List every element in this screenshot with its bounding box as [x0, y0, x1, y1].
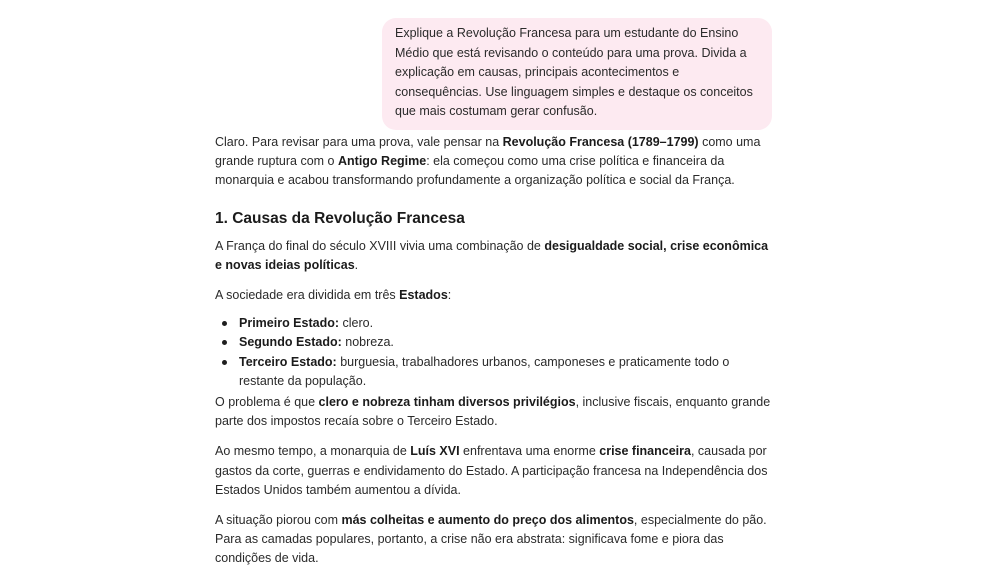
- list-item-third-estate: [239, 353, 775, 391]
- causes-paragraph-5: [215, 511, 775, 569]
- bold-text: Primeiro Estado:: [239, 316, 340, 331]
- assistant-response: [215, 133, 775, 569]
- bold-text: Terceiro Estado:: [239, 354, 337, 369]
- text-run: .: [354, 257, 359, 272]
- text-run: A situação piorou com: [215, 513, 342, 528]
- text-run: , especialmente do pão. Para as camadas populares, portanto, a crise não era abstrata: significava fome e piora das condições de vida.: [215, 513, 767, 566]
- user-message-bubble: [382, 18, 772, 130]
- causes-paragraph-4: [215, 442, 775, 500]
- text-run: nobreza.: [341, 335, 394, 350]
- bold-text: Estados: [399, 288, 448, 303]
- text-run: : ela começou como uma crise política e financeira da monarquia e acabou transformando profundamente a organização política e social da França.: [215, 154, 735, 188]
- bullet-icon: [222, 321, 227, 326]
- bold-text: crise financeira: [599, 444, 691, 459]
- text-run: , causada por gastos da corte, guerras e endividamento do Estado. A participação francesa na Independência dos Estados Unidos também aumentou a dívida.: [215, 444, 768, 497]
- list-item-text: [239, 316, 373, 330]
- intro-paragraph: [215, 133, 775, 191]
- bold-text: Segundo Estado:: [239, 335, 342, 350]
- text-run: Ao mesmo tempo, a monarquia de: [215, 444, 411, 459]
- text-run: como uma grande ruptura com o: [215, 135, 761, 169]
- bold-text: clero e nobreza tinham diversos privilégios: [318, 395, 576, 410]
- causes-paragraph-1: [215, 237, 775, 275]
- text-run: clero.: [339, 316, 374, 331]
- bold-text: desigualdade social, crise econômica e novas ideias políticas: [215, 238, 769, 272]
- list-item-text: [239, 355, 729, 388]
- causes-paragraph-2: [215, 286, 775, 305]
- list-item-second-estate: [239, 333, 775, 352]
- text-run: :: [447, 288, 452, 303]
- estates-list: [215, 314, 775, 391]
- bullet-icon: [222, 340, 227, 345]
- text-run: Claro. Para revisar para uma prova, vale pensar na: [215, 135, 503, 149]
- text-run: O problema é que: [215, 395, 319, 410]
- list-item-text: [239, 335, 394, 349]
- causes-paragraph-3: [215, 393, 775, 431]
- text-run: , inclusive fiscais, enquanto grande parte dos impostos recaía sobre o Terceiro Estado.: [215, 395, 771, 429]
- bold-text: más colheitas e aumento do preço dos alimentos: [341, 513, 634, 528]
- bullet-icon: [222, 360, 227, 365]
- list-item-first-estate: [239, 314, 775, 333]
- text-run: A França do final do século XVIII vivia uma combinação de: [215, 238, 545, 253]
- user-message-text: Explique a Revolução Francesa para um estudante do Ensino Médio que está revisando o conteúdo para uma prova. Divida a explicação em causas, principais acontecimentos e consequências. Use linguagem simples e destaque os conceitos que mais costumam gerar confusão.: [395, 26, 753, 119]
- section-heading-causes: 1. Causas da Revolução Francesa: [215, 209, 465, 227]
- bold-text: Antigo Regime: [338, 154, 427, 169]
- bold-text: Luís XVI: [410, 444, 460, 459]
- text-run: A sociedade era dividida em três: [215, 288, 400, 303]
- bold-text: Revolução Francesa (1789–1799): [502, 135, 699, 149]
- text-run: burguesia, trabalhadores urbanos, camponeses e praticamente todo o restante da população.: [239, 354, 730, 388]
- text-run: enfrentava uma enorme: [459, 444, 600, 459]
